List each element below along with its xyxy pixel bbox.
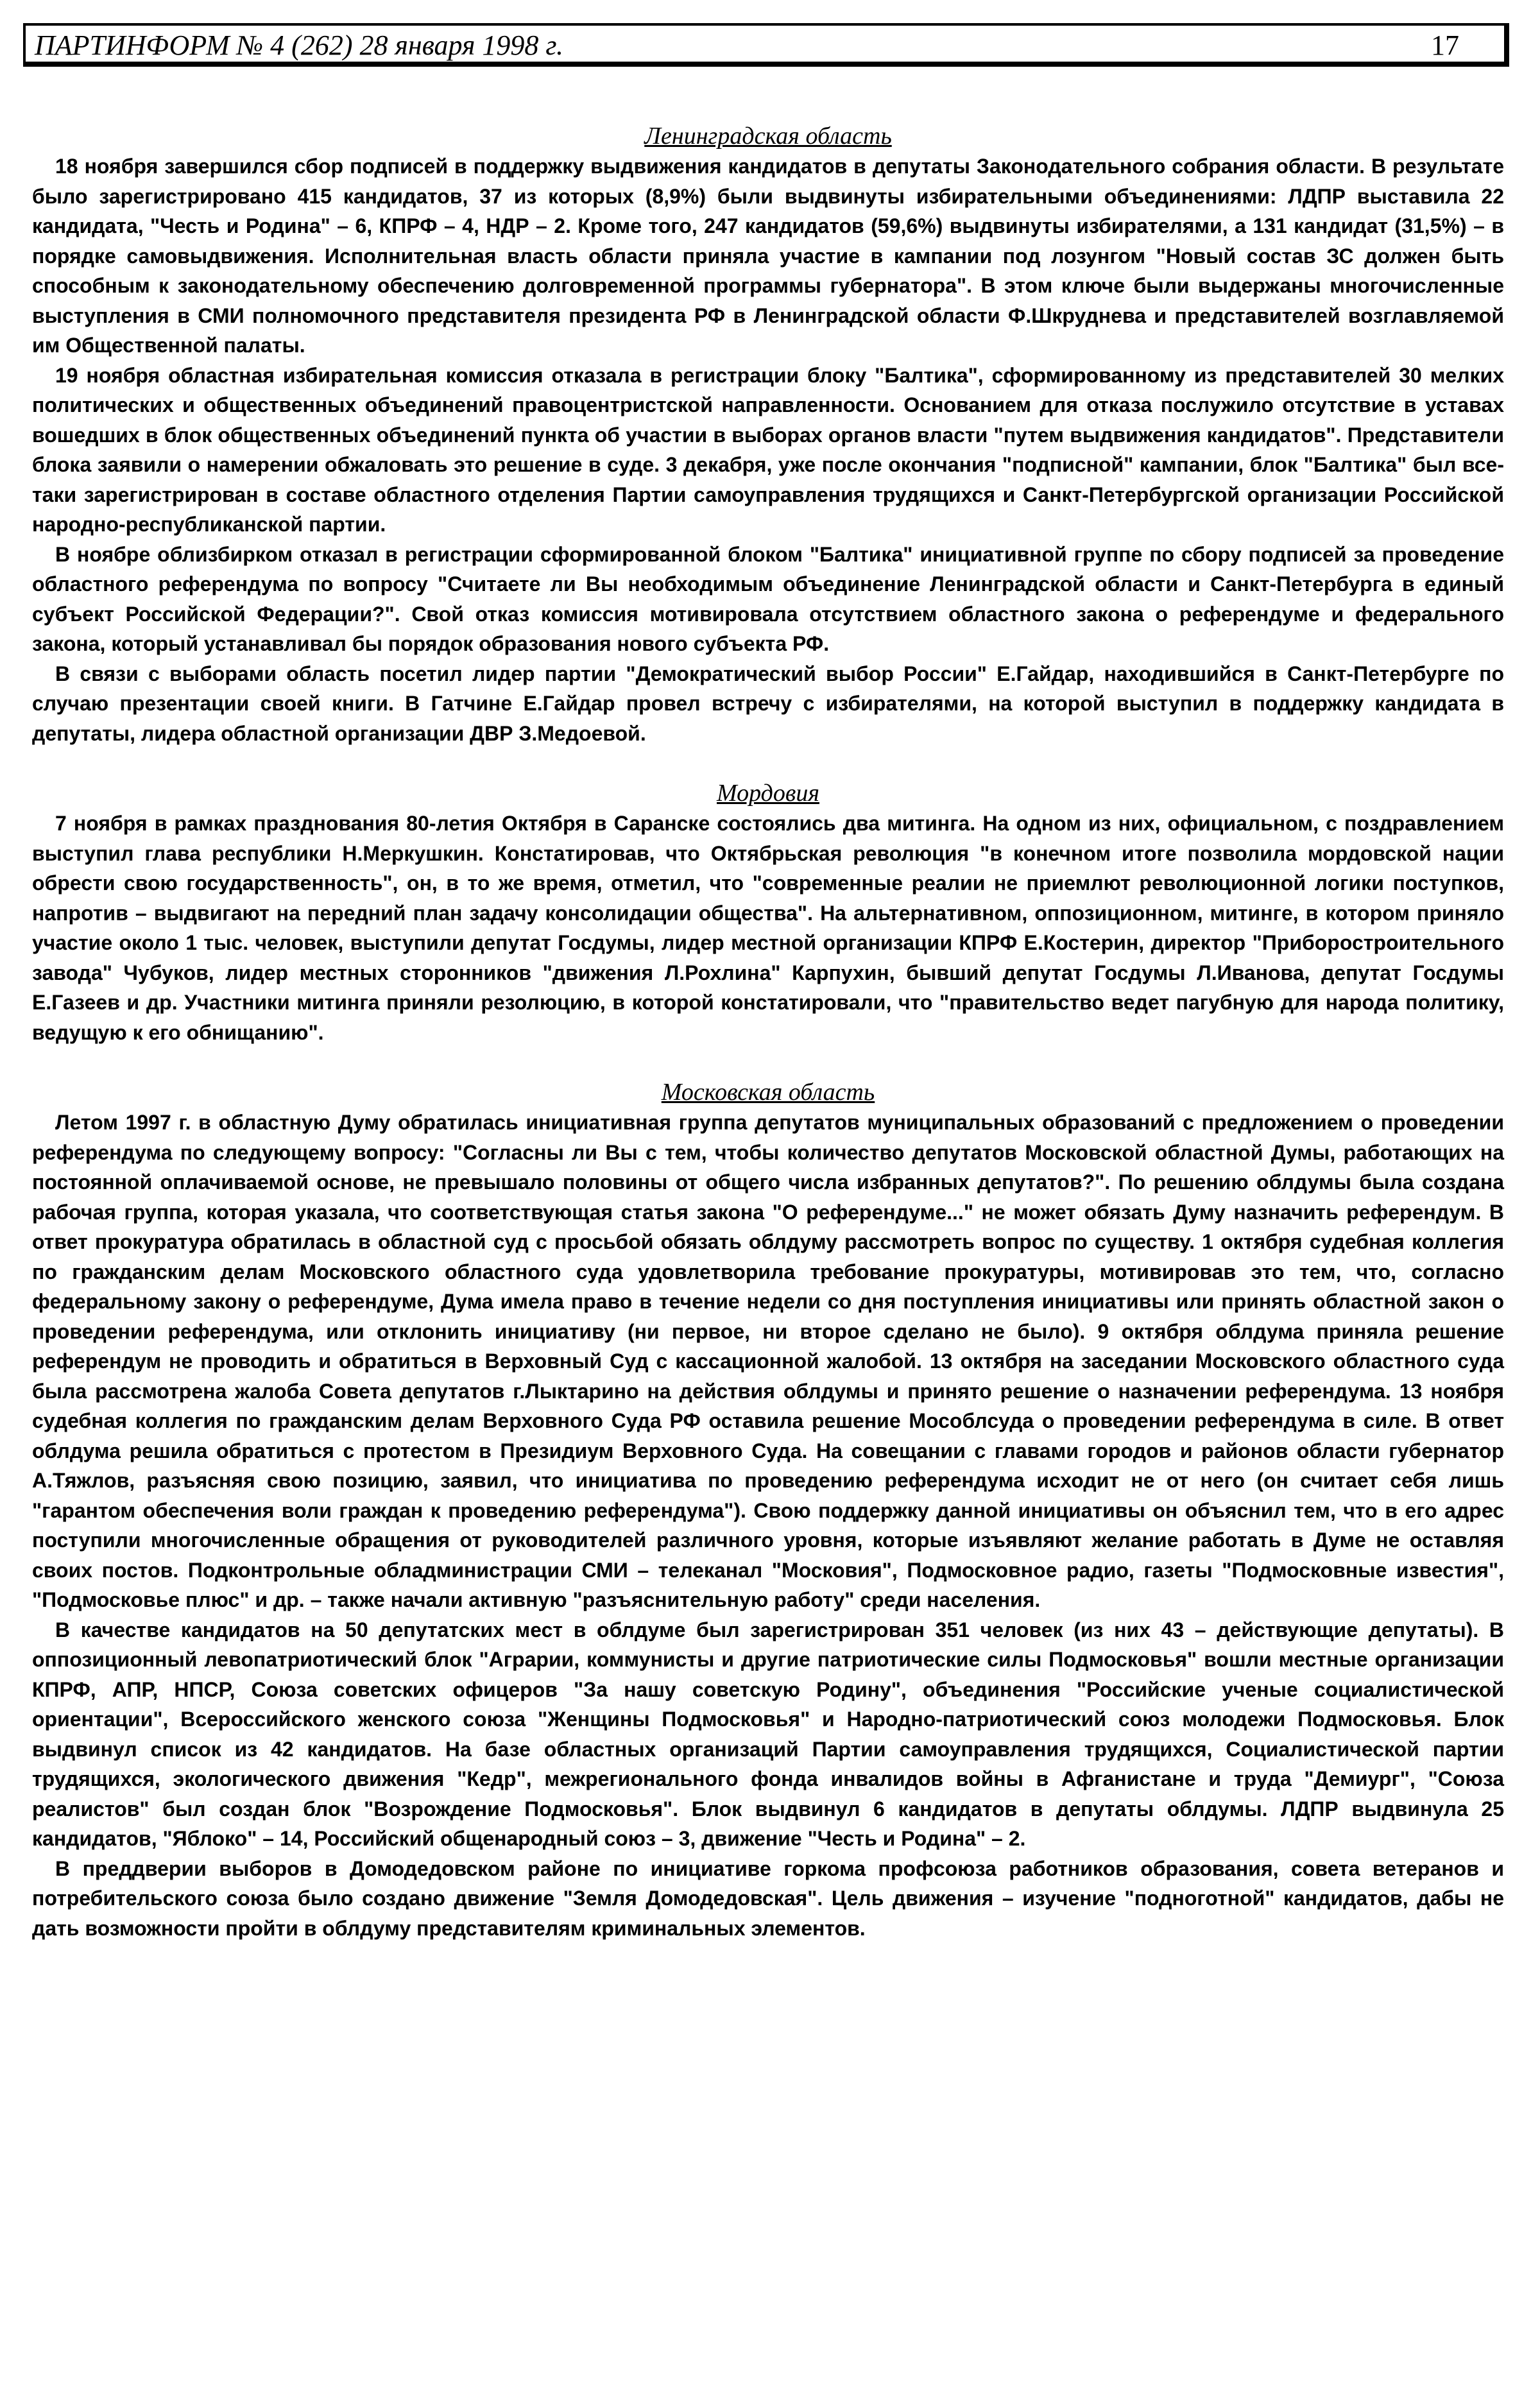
section-title: Мордовия [717, 780, 819, 807]
paragraph: 18 ноября завершился сбор подписей в поддержку выдвижения кандидатов в депутаты Законодательного собрания области. В результате было зарегистрировано 415 кандидатов, 37 из которых (8,9%) были выдвинуты избирательными объединениями: ЛДПР выставила 22 кандидата, "Честь и Родина" – 6, КПРФ – 4, НДР – 2. Кроме того, 247 кандидатов (59,6%) выдвинуты избирателями, а 131 кандидат (31,5%) – в порядке самовыдвижения. Исполнительная власть области приняла участие в кампании под лозунгом "Новый состав ЗС должен быть способным к законодательному обеспечению долговременной программы губернатора". В этом ключе были выдержаны многочисленные выступления в СМИ полномочного представителя президента РФ в Ленинградской области Ф.Шкруднева и представителей возглавляемой им Общественной палаты. [32, 155, 1504, 357]
paragraph: Летом 1997 г. в областную Думу обратилась инициативная группа депутатов муниципальных образований с предложением о проведении референдума по следующему вопросу: "Согласны ли Вы с тем, чтобы количество депутатов Московской областной Думы, работающих на постоянной оплачиваемой основе, не превышало половины от общего числа избранных депутатов?". По решению облдумы была создана рабочая группа, которая указала, что соответствующая статья закона "О референдуме..." не может обязать Думу назначить референдум. В ответ прокуратура обратилась в областной суд с просьбой обязать облдуму рассмотреть вопрос по существу. 1 октября судебная коллегия по гражданским делам Московского областного суда удовлетворила требование прокуратуры, мотивировав это тем, что, согласно федеральному закону о референдуме, Дума имела право в течение недели со дня поступления инициативы или принять областной закон о проведении референдума, или отклонить инициативу (ни первое, ни второе сделано не было). 9 октября облдума приняла решение референдум не проводить и обратиться в Верховный Суд с кассационной жалобой. 13 октября на заседании Московского областного суда была рассмотрена жалоба Совета депутатов г.Лыктарино на действия облдумы и принято решение о назначении референдума. 13 ноября судебная коллегия по гражданским делам Верховного Суда РФ оставила решение Мособлсуда о проведении референдума в силе. В ответ облдума решила обратиться с протестом в Президиум Верховного Суда. На совещании с главами городов и районов области губернатор А.Тяжлов, разъясняя свою позицию, заявил, что инициатива по проведению референдума исходит не от него (он считает себя лишь "гарантом обеспечения воли граждан к проведению референдума"). Свою поддержку данной инициативы он объяснил тем, что в его адрес поступили многочисленные обращения от руководителей различного уровня, которые изъявляют желание работать в Думе не оставляя своих постов. Подконтрольные обладминистрации СМИ – телеканал "Московия", Подмосковное радио, газеты "Подмосковные известия", "Подмосковье плюс" и др. – также начали активную "разъяснительную работу" среди населения. [32, 1111, 1504, 1611]
section-title: Московская область [661, 1079, 875, 1106]
page-header [23, 23, 1509, 67]
section-moscow-region [32, 1077, 1504, 1943]
section-leningrad-region [32, 121, 1504, 748]
paragraph: 7 ноября в рамках празднования 80-летия Октября в Саранске состоялись два митинга. На одном из них, официальном, с поздравлением выступил глава республики Н.Меркушкин. Констатировав, что Октябрьская революция "в конечном итоге позволила мордовской нации обрести свою государственность", он, в то же время, отметил, что "современные реалии не приемлют революционной логики поступков, напротив – выдвигают на передний план задачу консолидации общества". На альтернативном, оппозиционном, митинге, в котором приняло участие около 1 тыс. человек, выступили депутат Госдумы, лидер местной организации КПРФ Е.Костерин, директор "Приборостроительного завода" Чубуков, лидер местных сторонников "движения Л.Рохлина" Карпухин, бывший депутат Госдумы Л.Иванова, депутат Госдумы Е.Газеев и др. Участники митинга приняли резолюцию, в которой констатировали, что "правительство ведет пагубную для народа политику, ведущую к его обнищанию". [32, 812, 1504, 1044]
publication-title: ПАРТИНФОРМ № 4 (262) 28 января 1998 г. [35, 30, 564, 61]
section-mordovia [32, 778, 1504, 1047]
section-title: Ленинградская область [644, 123, 892, 150]
article-body [32, 121, 1504, 1973]
page-number: 17 [1431, 30, 1459, 61]
paragraph: В связи с выборами область посетил лидер партии "Демократический выбор России" Е.Гайдар, находившийся в Санкт-Петербурге по случаю презентации своей книги. В Гатчине Е.Гайдар провел встречу с избирателями, на которой выступил в поддержку кандидата в депутаты, лидера областной организации ДВР З.Медоевой. [32, 662, 1504, 745]
paragraph: 19 ноября областная избирательная комиссия отказала в регистрации блоку "Балтика", сформированному из представителей 30 мелких политических и общественных объединений правоцентристской направленности. Основанием для отказа послужило отсутствие в уставах вошедших в блок общественных объединений пункта об участии в выборах органов власти "путем выдвижения кандидатов". Представители блока заявили о намерении обжаловать это решение в суде. 3 декабря, уже после окончания "подписной" кампании, блок "Балтика" был все-таки зарегистрирован в составе областного отделения Партии самоуправления трудящихся и Санкт-Петербургской организации Российской народно-республиканской партии. [32, 363, 1504, 536]
paragraph: В качестве кандидатов на 50 депутатских мест в облдуме был зарегистрирован 351 человек (из них 43 – действующие депутаты). В оппозиционный левопатриотический блок "Аграрии, коммунисты и другие патриотические силы Подмосковья" вошли местные организации КПРФ, АПР, НПСР, Союза советских офицеров "За нашу советскую Родину", объединения "Российские ученые социалистической ориентации", Всероссийского женского союза "Женщины Подмосковья" и Народно-патриотический союз молодежи Подмосковья. Блок выдвинул список из 42 кандидатов. На базе областных организаций Партии самоуправления трудящихся, Социалистической партии трудящихся, экологического движения "Кедр", межрегионального фонда инвалидов войны в Афганистане и труда "Демиург", "Союза реалистов" был создан блок "Возрождение Подмосковья". Блок выдвинул 6 кандидатов в депутаты облдумы. ЛДПР выдвинула 25 кандидатов, "Яблоко" – 14, Российский общенародный союз – 3, движение "Честь и Родина" – 2. [32, 1618, 1504, 1850]
paragraph: В преддверии выборов в Домодедовском районе по инициативе горкома профсоюза работников образования, совета ветеранов и потребительского союза было создано движение "Земля Домодедовская". Цель движения – изучение "подноготной" кандидатов, дабы не дать возможности пройти в облдуму представителям криминальных элементов. [32, 1856, 1504, 1940]
paragraph: В ноябре облизбирком отказал в регистрации сформированной блоком "Балтика" инициативной группе по сбору подписей за проведение областного референдума по вопросу "Считаете ли Вы необходимым объединение Ленинградской области и Санкт-Петербурга в единый субъект Российской Федерации?". Свой отказ комиссия мотивировала отсутствием областного закона о референдуме и федерального закона, который устанавливал бы порядок образования нового субъекта РФ. [32, 542, 1504, 655]
